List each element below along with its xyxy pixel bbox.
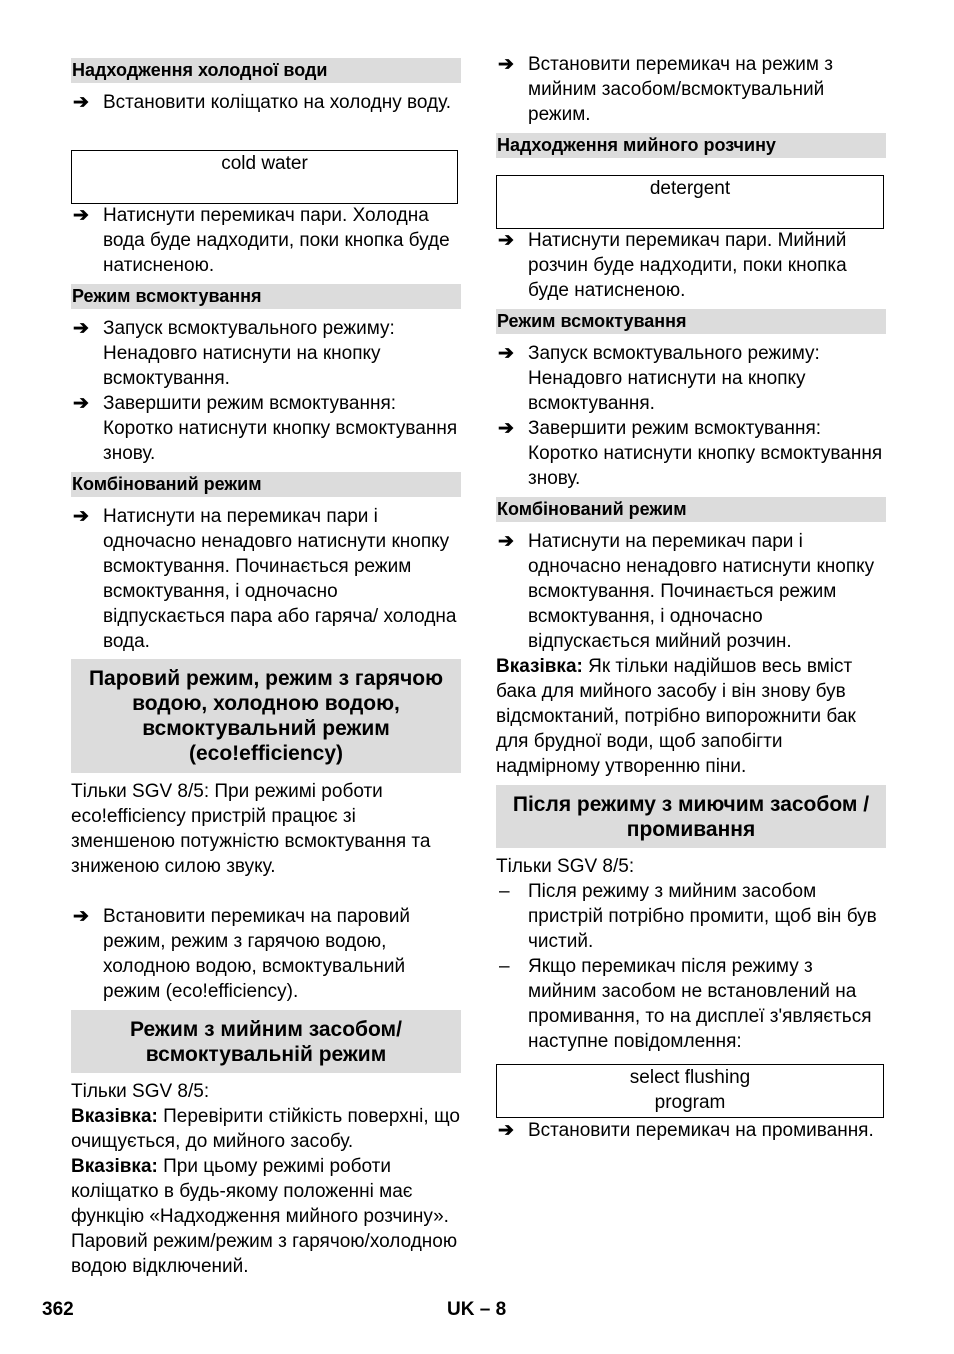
note-text: При цьому режимі роботи коліщатко в будь-якому положенні має функцію «Надходження мийного розчину». Паровий режим/режим з гарячою/холодною водою відключений. (71, 1156, 458, 1277)
arrow-right-icon: ➔ (73, 906, 89, 927)
arrow-right-icon: ➔ (498, 418, 514, 439)
display-message-box (496, 1064, 884, 1118)
section-heading-combined: Комбінований режим (71, 472, 461, 497)
arrow-right-icon: ➔ (498, 531, 514, 552)
note-label: Вказівка: (71, 1106, 158, 1127)
section-page-label: UK – 8 (447, 1299, 507, 1320)
step-item (71, 203, 461, 278)
step-item (496, 529, 886, 654)
step-text: Натиснути перемикач пари. Холодна вода буде надходити, поки кнопка буде натисненою. (103, 205, 450, 276)
note-text: Перевірити стійкість поверхні, що очищується, до мийного засобу. (71, 1106, 460, 1152)
step-text: Завершити режим всмоктування: Коротко натиснути кнопку всмоктування знову. (103, 393, 458, 464)
dash-list-item (496, 879, 886, 954)
step-item (496, 52, 886, 127)
display-text-line: select flushing (629, 1067, 751, 1088)
step-text: Натиснути на перемикач пари і одночасно ненадовго натиснути кнопку всмоктування. Починається режим всмоктування, і одночасно відпускається мийний розчин. (528, 531, 875, 652)
section-heading-cold-water: Надходження холодної води (71, 58, 461, 83)
section-heading-detergent-supply: Надходження мийного розчину (496, 133, 886, 158)
arrow-right-icon: ➔ (498, 230, 514, 251)
step-text: Встановити перемикач на режим з мийним засобом/всмоктувальний режим. (528, 54, 833, 125)
step-item (496, 228, 886, 303)
dash-list-item (496, 954, 886, 1054)
arrow-right-icon: ➔ (498, 343, 514, 364)
step-item (496, 416, 886, 491)
step-item (496, 1118, 886, 1143)
arrow-right-icon: ➔ (73, 393, 89, 414)
section-heading-combined: Комбінований режим (496, 497, 886, 522)
arrow-right-icon: ➔ (73, 92, 89, 113)
display-message-box (71, 150, 458, 204)
section-heading-suction: Режим всмоктування (496, 309, 886, 334)
section-title-detergent-mode: Режим з мийним засобом/ всмоктувальній режим (71, 1010, 461, 1073)
step-text: Запуск всмоктувального режиму: Ненадовго натиснути на кнопку всмоктування. (103, 318, 395, 389)
step-text: Встановити перемикач на паровий режим, режим з гарячою водою, холодною водою, всмоктувальний режим (eco!efficiency). (103, 906, 410, 1002)
arrow-right-icon: ➔ (73, 318, 89, 339)
note-text: Як тільки надійшов весь вміст бака для мийного засобу і він знову був відсмоктаний, потрібно випорожнити бак для брудної води, щоб запобігти надмірному утворенню піни. (496, 656, 856, 777)
step-text: Запуск всмоктувального режиму: Ненадовго натиснути на кнопку всмоктування. (528, 343, 820, 414)
step-text: Завершити режим всмоктування: Коротко натиснути кнопку всмоктування знову. (528, 418, 883, 489)
step-item (71, 504, 461, 654)
arrow-right-icon: ➔ (73, 506, 89, 527)
paragraph: Тільки SGV 8/5: (496, 856, 635, 877)
paragraph: Тільки SGV 8/5: (71, 1081, 210, 1102)
note-label: Вказівка: (496, 656, 583, 677)
section-heading-suction: Режим всмоктування (71, 284, 461, 309)
step-text: Натиснути на перемикач пари і одночасно ненадовго натиснути кнопку всмоктування. Починається режим всмоктування, і одночасно відпускається пара або гаряча/ холодна вода. (103, 506, 457, 652)
section-title-after-detergent-flushing: Після режиму з миючим засобом / промивання (496, 785, 886, 848)
dash-bullet: – (499, 881, 510, 902)
note-paragraph (496, 654, 886, 779)
step-text: Встановити коліщатко на холодну воду. (103, 92, 452, 113)
step-item (71, 316, 461, 391)
list-text: Якщо перемикач після режиму з мийним засобом не встановлений на промивання, то на дисплеї з'являється наступне повідомлення: (528, 956, 872, 1052)
arrow-right-icon: ➔ (498, 1120, 514, 1141)
display-message-box (496, 175, 884, 229)
step-item (71, 904, 461, 1004)
note-label: Вказівка: (71, 1156, 158, 1177)
list-text: Після режиму з мийним засобом пристрій потрібно промити, щоб він був чистий. (528, 881, 877, 952)
note-paragraph (71, 1104, 461, 1154)
display-text-line: program (654, 1092, 726, 1113)
arrow-right-icon: ➔ (73, 205, 89, 226)
step-text: Натиснути перемикач пари. Мийний розчин буде надходити, поки кнопка буде натисненою. (528, 230, 847, 301)
page-number: 362 (42, 1299, 74, 1320)
display-text: cold water (221, 153, 308, 174)
display-text: detergent (649, 178, 731, 199)
paragraph: Тільки SGV 8/5: При режимі роботи eco!efficiency пристрій працює зі зменшеною потужністю всмоктування та зниженою силою звуку. (71, 781, 431, 877)
note-paragraph (71, 1154, 461, 1279)
step-text: Встановити перемикач на промивання. (528, 1120, 874, 1141)
dash-bullet: – (499, 956, 510, 977)
section-title-eco-efficiency: Паровий режим, режим з гарячою водою, холодною водою, всмоктувальний режим (eco!efficiency) (71, 659, 461, 773)
arrow-right-icon: ➔ (498, 54, 514, 75)
step-item (71, 391, 461, 466)
step-item (71, 90, 461, 115)
step-item (496, 341, 886, 416)
